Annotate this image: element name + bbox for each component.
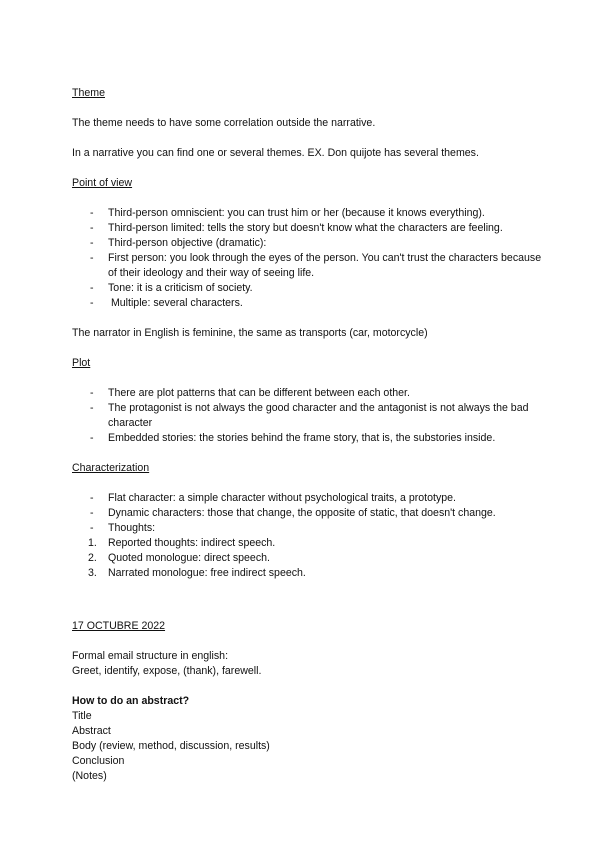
list-item (72, 431, 542, 446)
date-heading: 17 OCTUBRE 2022 (72, 620, 166, 632)
list-item (72, 536, 542, 551)
number-marker: 3. (88, 567, 97, 579)
email-structure-title: Formal email structure in english: (72, 650, 229, 662)
list-item (72, 401, 542, 431)
list-item-text: Third-person objective (dramatic): (108, 237, 267, 249)
document-page (72, 86, 542, 784)
abstract-question: How to do an abstract? (72, 695, 190, 707)
dash-marker: - (90, 297, 94, 309)
dash-marker: - (90, 237, 94, 249)
dash-marker: - (90, 252, 94, 264)
thoughts-numbered-list (72, 536, 542, 581)
point-of-view-heading: Point of view (72, 177, 133, 189)
abstract-part-title: Title (72, 710, 92, 722)
list-item-text: Multiple: several characters. (108, 297, 243, 309)
list-item-text: Third-person limited: tells the story but doesn't know what the characters are feeling. (108, 222, 503, 234)
list-item-text: Reported thoughts: indirect speech. (108, 537, 276, 549)
list-item (72, 281, 542, 296)
list-item-text: Embedded stories: the stories behind the frame story, that is, the substories inside. (108, 432, 496, 444)
list-item (72, 251, 542, 281)
characterization-list (72, 491, 542, 536)
theme-paragraph-1: The theme needs to have some correlation outside the narrative. (72, 117, 376, 129)
plot-list (72, 386, 542, 446)
abstract-part-conclusion: Conclusion (72, 755, 125, 767)
dash-marker: - (90, 522, 94, 534)
list-item-text: The protagonist is not always the good character and the antagonist is not always the bad character (108, 402, 529, 429)
abstract-part-abstract: Abstract (72, 725, 111, 737)
list-item-text: Tone: it is a criticism of society. (108, 282, 253, 294)
abstract-part-body: Body (review, method, discussion, results) (72, 740, 270, 752)
dash-marker: - (90, 432, 94, 444)
dash-marker: - (90, 492, 94, 504)
list-item (72, 491, 542, 506)
list-item (72, 521, 542, 536)
list-item-text: First person: you look through the eyes of the person. You can't trust the characters because of their ideology and their way of seeing life. (108, 252, 542, 279)
list-item-text: Flat character: a simple character without psychological traits, a prototype. (108, 492, 456, 504)
point-of-view-list (72, 206, 542, 311)
dash-marker: - (90, 282, 94, 294)
list-item-text: There are plot patterns that can be different between each other. (108, 387, 410, 399)
list-item (72, 236, 542, 251)
list-item (72, 506, 542, 521)
dash-marker: - (90, 207, 94, 219)
list-item (72, 221, 542, 236)
narrator-note: The narrator in English is feminine, the same as transports (car, motorcycle) (72, 327, 428, 339)
dash-marker: - (90, 387, 94, 399)
list-item-text: Dynamic characters: those that change, the opposite of static, that doesn't change. (108, 507, 496, 519)
list-item-text: Quoted monologue: direct speech. (108, 552, 270, 564)
theme-heading: Theme (72, 87, 105, 99)
list-item (72, 296, 542, 311)
dash-marker: - (90, 402, 94, 414)
list-item (72, 551, 542, 566)
characterization-heading: Characterization (72, 462, 150, 474)
list-item (72, 386, 542, 401)
list-item-text: Thoughts: (108, 522, 156, 534)
theme-paragraph-2: In a narrative you can find one or several themes. EX. Don quijote has several themes. (72, 147, 479, 159)
list-item-text: Narrated monologue: free indirect speech. (108, 567, 306, 579)
number-marker: 2. (88, 552, 97, 564)
number-marker: 1. (88, 537, 97, 549)
email-structure-steps: Greet, identify, expose, (thank), farewell. (72, 665, 262, 677)
plot-heading: Plot (72, 357, 91, 369)
list-item (72, 566, 542, 581)
dash-marker: - (90, 222, 94, 234)
list-item-text: Third-person omniscient: you can trust him or her (because it knows everything). (108, 207, 485, 219)
dash-marker: - (90, 507, 94, 519)
list-item (72, 206, 542, 221)
abstract-part-notes: (Notes) (72, 770, 107, 782)
